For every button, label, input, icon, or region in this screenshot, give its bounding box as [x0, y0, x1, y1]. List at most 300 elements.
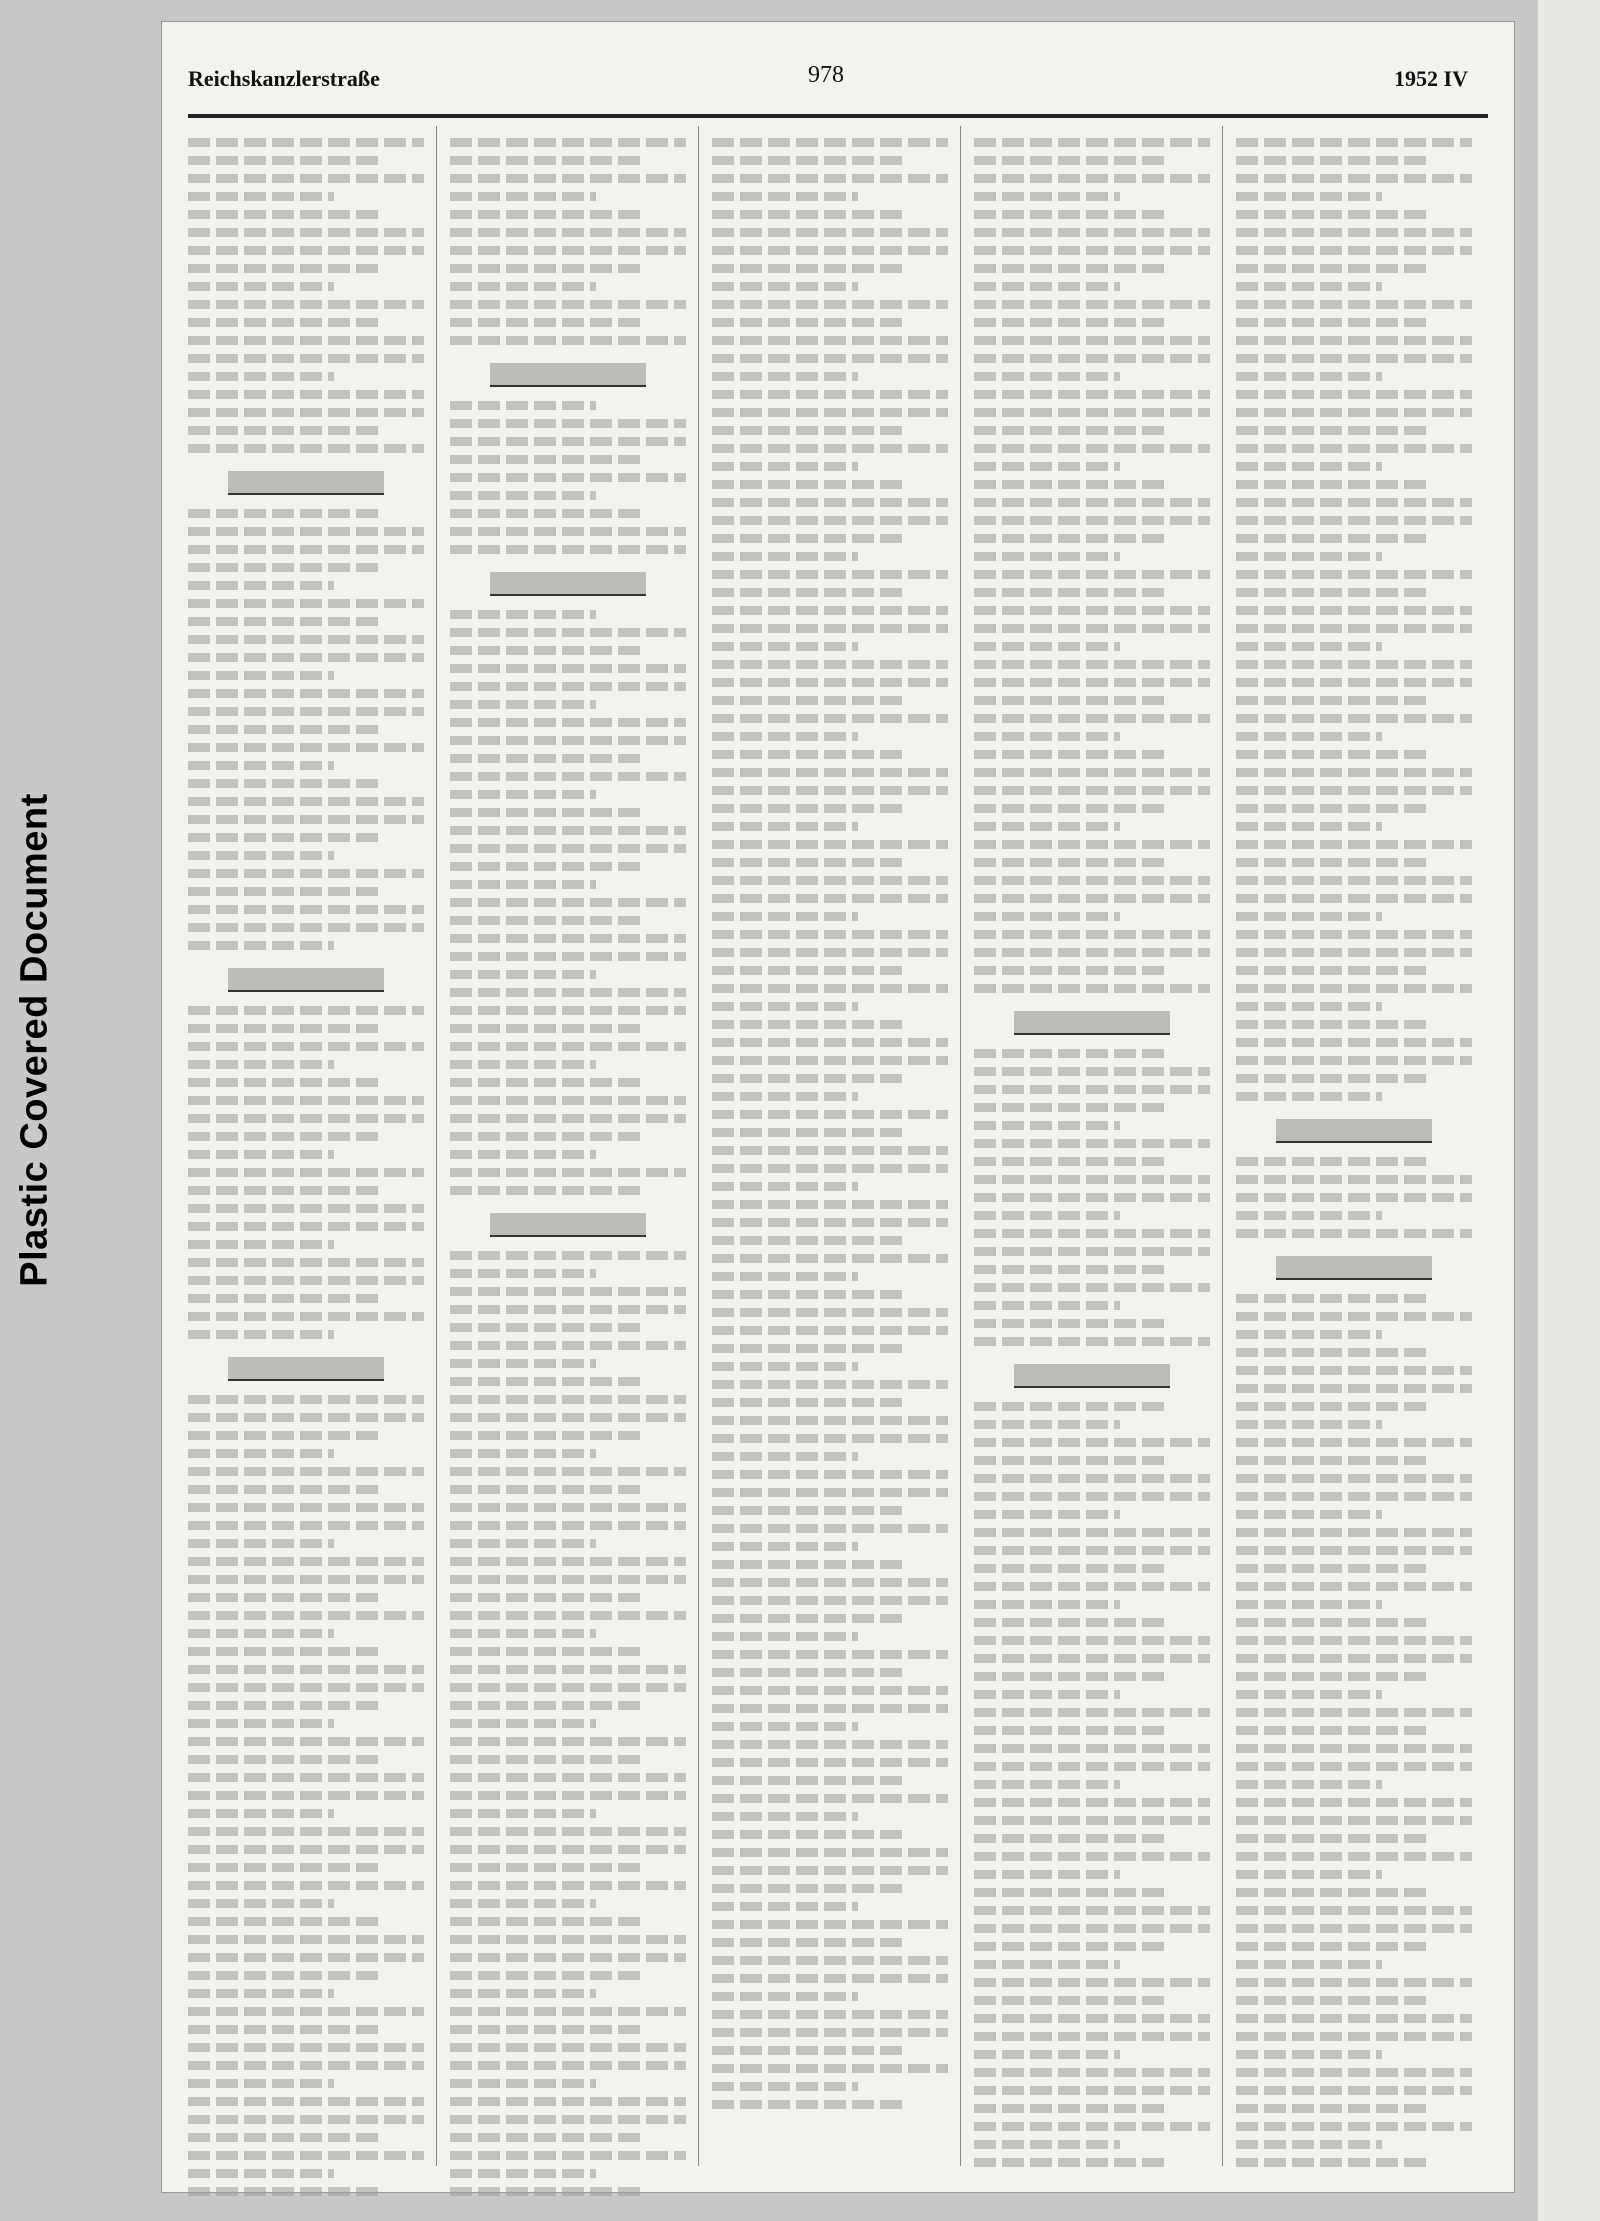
entry-line-placeholder [712, 1236, 906, 1245]
entry-line-placeholder [712, 1182, 858, 1191]
entry-line-placeholder [974, 1870, 1120, 1879]
entry-line-placeholder [450, 1773, 686, 1782]
entry-line-placeholder [712, 858, 906, 867]
entry-line-placeholder [712, 696, 906, 705]
entry-line-placeholder [974, 408, 1210, 417]
entry-line-placeholder [188, 743, 424, 752]
entry-line-placeholder [450, 1150, 596, 1159]
entry-line-placeholder [1236, 408, 1472, 417]
entry-line-placeholder [712, 426, 906, 435]
entry-line-placeholder [712, 930, 948, 939]
entry-line-placeholder [450, 1719, 596, 1728]
entry-line-placeholder [188, 887, 382, 896]
entry-line-placeholder [974, 1582, 1210, 1591]
entry-line-placeholder [188, 1096, 424, 1105]
entry-line-placeholder [712, 1758, 948, 1767]
entry-line-placeholder [1236, 246, 1472, 255]
entry-line-placeholder [450, 2115, 686, 2124]
entry-line-placeholder [188, 1827, 424, 1836]
street-heading-placeholder [228, 471, 384, 495]
entry-line-placeholder [974, 1193, 1210, 1202]
entry-line-placeholder [188, 1024, 382, 1033]
entry-line-placeholder [974, 318, 1168, 327]
entry-line-placeholder [712, 1056, 948, 1065]
entry-line-placeholder [450, 1521, 686, 1530]
entry-line-placeholder [188, 1539, 334, 1548]
entry-line-placeholder [1236, 336, 1472, 345]
entry-line-placeholder [188, 527, 424, 536]
entry-line-placeholder [712, 2082, 858, 2091]
entry-line-placeholder [450, 2079, 596, 2088]
entry-line-placeholder [712, 1866, 948, 1875]
entry-line-placeholder [188, 1413, 424, 1422]
entry-line-placeholder [974, 2158, 1168, 2167]
entry-line-placeholder [1236, 1384, 1472, 1393]
entry-line-placeholder [188, 318, 382, 327]
entry-line-placeholder [188, 707, 424, 716]
entry-line-placeholder [712, 750, 906, 759]
entry-line-placeholder [974, 822, 1120, 831]
entry-line-placeholder [1236, 1294, 1430, 1303]
entry-line-placeholder [1236, 768, 1472, 777]
entry-line-placeholder [1236, 1708, 1472, 1717]
entry-line-placeholder [974, 246, 1210, 255]
entry-line-placeholder [450, 1737, 686, 1746]
entry-lines-placeholder [974, 138, 1210, 2167]
entry-line-placeholder [712, 1452, 858, 1461]
entry-line-placeholder [1236, 516, 1472, 525]
entry-line-placeholder [974, 1121, 1120, 1130]
entry-line-placeholder [188, 1258, 424, 1267]
entry-line-placeholder [450, 1539, 596, 1548]
entry-line-placeholder [188, 1240, 334, 1249]
entry-line-placeholder [450, 2061, 686, 2070]
entry-line-placeholder [1236, 1744, 1472, 1753]
entry-line-placeholder [188, 1204, 424, 1213]
entry-line-placeholder [974, 678, 1210, 687]
entry-line-placeholder [974, 732, 1120, 741]
entry-line-placeholder [450, 1485, 644, 1494]
entry-line-placeholder [712, 354, 948, 363]
entry-line-placeholder [188, 1935, 424, 1944]
entry-line-placeholder [974, 588, 1168, 597]
entry-line-placeholder [712, 1038, 948, 1047]
entry-line-placeholder [450, 970, 596, 979]
entry-line-placeholder [974, 282, 1120, 291]
entry-line-placeholder [450, 1683, 686, 1692]
entry-line-placeholder [1236, 1528, 1472, 1537]
entry-line-placeholder [188, 1186, 382, 1195]
entry-line-placeholder [1236, 444, 1472, 453]
column-2 [450, 126, 686, 2166]
entry-line-placeholder [450, 1953, 686, 1962]
column-3 [712, 126, 948, 2166]
page-header [188, 58, 1488, 98]
entry-line-placeholder [450, 246, 686, 255]
entry-line-placeholder [712, 1938, 906, 1947]
entry-line-placeholder [1236, 1924, 1472, 1933]
entry-line-placeholder [712, 1578, 948, 1587]
entry-line-placeholder [974, 1301, 1120, 1310]
entry-line-placeholder [974, 210, 1168, 219]
entry-line-placeholder [974, 1780, 1120, 1789]
entry-line-placeholder [450, 228, 686, 237]
entry-line-placeholder [712, 138, 948, 147]
entry-line-placeholder [974, 804, 1168, 813]
entry-line-placeholder [188, 941, 334, 950]
entry-line-placeholder [712, 1272, 858, 1281]
entry-line-placeholder [1236, 660, 1472, 669]
entry-line-placeholder [450, 1647, 644, 1656]
entry-line-placeholder [974, 1960, 1120, 1969]
entry-line-placeholder [974, 912, 1120, 921]
entry-line-placeholder [974, 1924, 1210, 1933]
entry-line-placeholder [1236, 2050, 1382, 2059]
entry-line-placeholder [974, 2014, 1210, 2023]
entry-line-placeholder [450, 2007, 686, 2016]
entry-line-placeholder [188, 1719, 334, 1728]
entry-line-placeholder [188, 1575, 424, 1584]
entry-line-placeholder [1236, 1546, 1472, 1555]
entry-line-placeholder [450, 754, 644, 763]
entry-line-placeholder [450, 916, 644, 925]
entry-line-placeholder [188, 1683, 424, 1692]
entry-line-placeholder [974, 156, 1168, 165]
entry-line-placeholder [450, 1809, 596, 1818]
entry-line-placeholder [1236, 1852, 1472, 1861]
entry-line-placeholder [450, 1629, 596, 1638]
entry-line-placeholder [188, 2151, 424, 2160]
entry-line-placeholder [450, 545, 686, 554]
entry-line-placeholder [1236, 1960, 1382, 1969]
street-heading-placeholder [1014, 1364, 1170, 1388]
entry-line-placeholder [974, 552, 1120, 561]
entry-line-placeholder [188, 2133, 382, 2142]
entry-line-placeholder [974, 750, 1168, 759]
entry-line-placeholder [450, 1467, 686, 1476]
entry-line-placeholder [1236, 1157, 1430, 1166]
entry-line-placeholder [712, 1344, 906, 1353]
entry-line-placeholder [188, 1971, 382, 1980]
entry-line-placeholder [712, 714, 948, 723]
street-heading-placeholder [228, 968, 384, 992]
entry-line-placeholder [450, 736, 686, 745]
entry-line-placeholder [712, 498, 948, 507]
entry-line-placeholder [974, 372, 1120, 381]
entry-line-placeholder [450, 1132, 644, 1141]
entry-line-placeholder [450, 862, 644, 871]
entry-line-placeholder [1236, 714, 1472, 723]
entry-line-placeholder [974, 876, 1210, 885]
entry-line-placeholder [974, 1564, 1168, 1573]
entry-line-placeholder [712, 156, 906, 165]
entry-line-placeholder [450, 1305, 686, 1314]
entry-line-placeholder [974, 174, 1210, 183]
entry-line-placeholder [974, 1906, 1210, 1915]
entry-line-placeholder [450, 700, 596, 709]
entry-line-placeholder [712, 804, 906, 813]
entry-line-placeholder [712, 570, 948, 579]
entry-line-placeholder [974, 1456, 1168, 1465]
entry-line-placeholder [974, 1528, 1210, 1537]
entry-line-placeholder [1236, 678, 1472, 687]
entry-line-placeholder [712, 768, 948, 777]
entry-line-placeholder [450, 1701, 644, 1710]
entry-line-placeholder [1236, 1762, 1472, 1771]
entry-line-placeholder [712, 624, 948, 633]
entry-line-placeholder [188, 1665, 424, 1674]
entry-line-placeholder [188, 138, 424, 147]
entry-line-placeholder [188, 653, 424, 662]
entry-line-placeholder [450, 336, 686, 345]
entry-line-placeholder [712, 336, 948, 345]
street-heading-placeholder [1276, 1119, 1432, 1143]
entry-line-placeholder [1236, 588, 1430, 597]
entry-line-placeholder [450, 527, 686, 536]
entry-line-placeholder [1236, 174, 1472, 183]
entry-line-placeholder [450, 880, 596, 889]
entry-line-placeholder [974, 534, 1168, 543]
entry-line-placeholder [974, 606, 1210, 615]
facing-page-edge [1538, 0, 1600, 2221]
entry-line-placeholder [974, 1942, 1168, 1951]
entry-line-placeholder [712, 480, 906, 489]
entry-line-placeholder [1236, 390, 1472, 399]
entry-line-placeholder [450, 2025, 644, 2034]
entry-line-placeholder [188, 563, 382, 572]
entry-line-placeholder [712, 1380, 948, 1389]
entry-line-placeholder [188, 1114, 424, 1123]
entry-line-placeholder [450, 192, 596, 201]
entry-line-placeholder [188, 192, 334, 201]
entry-line-placeholder [450, 1096, 686, 1105]
entry-line-placeholder [974, 1247, 1210, 1256]
entry-line-placeholder [712, 678, 948, 687]
entry-line-placeholder [712, 210, 906, 219]
entry-line-placeholder [450, 1989, 596, 1998]
entry-line-placeholder [974, 2140, 1120, 2149]
entry-line-placeholder [450, 300, 686, 309]
column-5 [1236, 126, 1472, 2166]
entry-line-placeholder [188, 671, 334, 680]
entry-line-placeholder [450, 1168, 686, 1177]
entry-line-placeholder [450, 1863, 644, 1872]
entry-line-placeholder [974, 786, 1210, 795]
entry-line-placeholder [450, 1827, 686, 1836]
entry-line-placeholder [188, 372, 334, 381]
entry-line-placeholder [188, 264, 382, 273]
entry-line-placeholder [974, 768, 1210, 777]
entry-line-placeholder [188, 779, 382, 788]
entry-line-placeholder [974, 714, 1210, 723]
entry-line-placeholder [712, 1884, 906, 1893]
entry-line-placeholder [712, 1614, 906, 1623]
entry-line-placeholder [1236, 462, 1382, 471]
entry-line-placeholder [974, 1636, 1210, 1645]
entry-line-placeholder [712, 1002, 858, 1011]
entry-line-placeholder [1236, 1870, 1382, 1879]
entry-line-placeholder [1236, 318, 1430, 327]
entry-line-placeholder [1236, 696, 1430, 705]
entry-line-placeholder [188, 725, 382, 734]
entry-line-placeholder [974, 462, 1120, 471]
entry-line-placeholder [1236, 1978, 1472, 1987]
entry-lines-placeholder [712, 138, 948, 2109]
entry-line-placeholder [188, 2097, 424, 2106]
entry-line-placeholder [1236, 1456, 1430, 1465]
entry-line-placeholder [188, 2187, 382, 2196]
entry-line-placeholder [450, 318, 644, 327]
entry-line-placeholder [974, 1510, 1120, 1519]
entry-line-placeholder [974, 1103, 1168, 1112]
entry-line-placeholder [1236, 930, 1472, 939]
entry-line-placeholder [712, 822, 858, 831]
entry-line-placeholder [974, 264, 1168, 273]
entry-line-placeholder [188, 1809, 334, 1818]
entry-line-placeholder [1236, 1636, 1472, 1645]
entry-line-placeholder [450, 1269, 596, 1278]
entry-line-placeholder [712, 1650, 948, 1659]
entry-line-placeholder [1236, 1438, 1472, 1447]
entry-line-placeholder [712, 174, 948, 183]
entry-line-placeholder [1236, 300, 1472, 309]
entry-line-placeholder [450, 1413, 686, 1422]
street-heading-placeholder [490, 572, 646, 596]
entry-line-placeholder [188, 905, 424, 914]
entry-line-placeholder [188, 1557, 424, 1566]
entry-line-placeholder [450, 1287, 686, 1296]
entry-line-placeholder [450, 2151, 686, 2160]
entry-line-placeholder [974, 390, 1210, 399]
street-heading-placeholder [490, 363, 646, 387]
entry-line-placeholder [974, 498, 1210, 507]
entry-line-placeholder [974, 516, 1210, 525]
entry-line-placeholder [450, 1186, 644, 1195]
entry-line-placeholder [188, 833, 382, 842]
entry-line-placeholder [712, 192, 858, 201]
entry-line-placeholder [712, 840, 948, 849]
entry-line-placeholder [450, 682, 686, 691]
entry-line-placeholder [712, 444, 948, 453]
entry-line-placeholder [1236, 1002, 1382, 1011]
entry-line-placeholder [712, 1524, 948, 1533]
entry-line-placeholder [450, 419, 686, 428]
entry-line-placeholder [974, 1834, 1168, 1843]
entry-line-placeholder [188, 1168, 424, 1177]
entry-line-placeholder [188, 1431, 382, 1440]
entry-line-placeholder [450, 401, 596, 410]
entry-line-placeholder [712, 264, 906, 273]
entry-line-placeholder [712, 534, 906, 543]
entry-line-placeholder [450, 455, 644, 464]
entry-line-placeholder [188, 426, 382, 435]
entry-line-placeholder [1236, 1056, 1472, 1065]
entry-line-placeholder [974, 1157, 1168, 1166]
entry-line-placeholder [450, 1935, 686, 1944]
entry-line-placeholder [974, 1420, 1120, 1429]
entry-line-placeholder [188, 1845, 424, 1854]
directory-page [162, 22, 1514, 2192]
entry-line-placeholder [1236, 282, 1382, 291]
entry-line-placeholder [450, 1395, 686, 1404]
entry-line-placeholder [712, 912, 858, 921]
entry-line-placeholder [1236, 606, 1472, 615]
entry-line-placeholder [188, 1503, 424, 1512]
entry-line-placeholder [450, 646, 644, 655]
page-number: 978 [808, 62, 844, 88]
entry-line-placeholder [450, 1042, 686, 1051]
entry-line-placeholder [188, 635, 424, 644]
entry-line-placeholder [974, 1654, 1210, 1663]
entry-line-placeholder [450, 2133, 644, 2142]
entry-line-placeholder [450, 1971, 644, 1980]
entry-line-placeholder [974, 1798, 1210, 1807]
entry-line-placeholder [188, 1899, 334, 1908]
entry-line-placeholder [974, 894, 1210, 903]
entry-line-placeholder [188, 1611, 424, 1620]
entry-line-placeholder [712, 318, 906, 327]
entry-line-placeholder [188, 923, 424, 932]
entry-line-placeholder [450, 790, 596, 799]
entry-line-placeholder [712, 1308, 948, 1317]
entry-line-placeholder [1236, 426, 1430, 435]
entry-line-placeholder [712, 1092, 858, 1101]
entry-line-placeholder [1236, 2122, 1472, 2131]
side-label [0, 720, 70, 1360]
entry-line-placeholder [450, 718, 686, 727]
entry-line-placeholder [712, 1164, 948, 1173]
entry-line-placeholder [1236, 642, 1382, 651]
entry-line-placeholder [712, 1776, 906, 1785]
entry-line-placeholder [1236, 1211, 1382, 1220]
entry-line-placeholder [712, 2064, 948, 2073]
entry-line-placeholder [188, 1042, 424, 1051]
entry-line-placeholder [974, 1690, 1120, 1699]
entry-line-placeholder [188, 2169, 334, 2178]
entry-line-placeholder [188, 390, 424, 399]
entry-line-placeholder [450, 1377, 644, 1386]
entry-line-placeholder [712, 1902, 858, 1911]
entry-line-placeholder [188, 444, 424, 453]
entry-line-placeholder [1236, 750, 1430, 759]
entry-line-placeholder [450, 1665, 686, 1674]
entry-line-placeholder [1236, 1020, 1430, 1029]
entry-line-placeholder [712, 642, 858, 651]
entry-line-placeholder [974, 1600, 1120, 1609]
entry-line-placeholder [188, 797, 424, 806]
entry-line-placeholder [1236, 1780, 1382, 1789]
entry-line-placeholder [1236, 1330, 1382, 1339]
entry-line-placeholder [1236, 822, 1382, 831]
entry-line-placeholder [1236, 912, 1382, 921]
entry-line-placeholder [450, 1917, 644, 1926]
entry-line-placeholder [974, 696, 1168, 705]
entry-line-placeholder [712, 282, 858, 291]
entry-line-placeholder [712, 966, 906, 975]
entry-line-placeholder [450, 808, 644, 817]
entry-line-placeholder [974, 1852, 1210, 1861]
entry-line-placeholder [450, 1593, 644, 1602]
entry-line-placeholder [1236, 480, 1430, 489]
entry-line-placeholder [712, 246, 948, 255]
entry-line-placeholder [1236, 1942, 1430, 1951]
entry-line-placeholder [1236, 966, 1430, 975]
entry-line-placeholder [712, 1560, 906, 1569]
entry-line-placeholder [188, 2061, 424, 2070]
entry-line-placeholder [974, 1816, 1210, 1825]
entry-line-placeholder [450, 174, 686, 183]
entry-line-placeholder [450, 934, 686, 943]
